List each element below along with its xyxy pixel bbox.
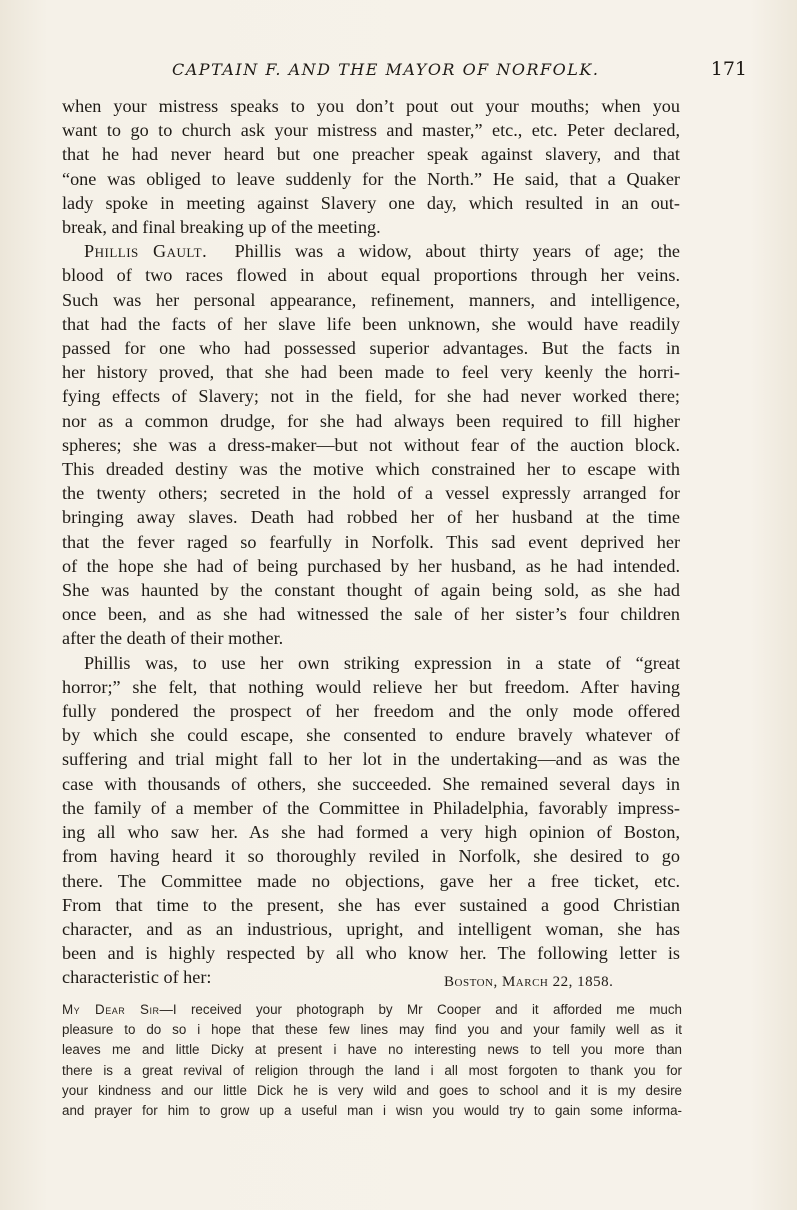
letter-salutation: My Dear Sir bbox=[62, 1002, 160, 1017]
text-line: after the death of their mother. bbox=[62, 628, 284, 649]
text-line: fying effects of Slavery; not in the field, for she had never worked there; bbox=[62, 386, 680, 407]
letter-line: leaves me and little Dicky at present i have no interesting news to tell you more than bbox=[62, 1042, 682, 1058]
text-line: been and is highly respected by all who know her. The following letter is bbox=[62, 943, 680, 964]
letter-line: there is a great revival of religion through the land i all most forgoten to thank you for bbox=[62, 1062, 682, 1078]
page-number: 171 bbox=[710, 58, 747, 80]
body-text bbox=[62, 94, 680, 990]
text-line: from having heard it so thoroughly reviled in Norfolk, she desired to go bbox=[62, 846, 680, 867]
text-line: of the hope she had of being purchased by her husband, as he had intended. bbox=[62, 555, 680, 576]
text-line: “one was obliged to leave suddenly for the North.” He said, that a Quaker bbox=[62, 168, 680, 189]
name-heading: Phillis Gault. bbox=[84, 241, 208, 262]
text-line: Phillis was, to use her own striking expression in a state of “great bbox=[84, 652, 680, 673]
text-fragment: Phillis was a widow, about thirty years of age; the bbox=[234, 241, 680, 262]
page-header bbox=[60, 58, 747, 90]
text-line: horror;” she felt, that nothing would relieve her but freedom. After having bbox=[62, 676, 680, 697]
text-line: break, and final breaking up of the meeting. bbox=[62, 217, 381, 238]
text-line: the family of a member of the Committee in Philadelphia, favorably impress- bbox=[62, 797, 680, 818]
text-line: passed for one who had possessed superior advantages. But the facts in bbox=[62, 338, 680, 359]
running-head: CAPTAIN F. AND THE MAYOR OF NORFOLK. bbox=[172, 60, 600, 79]
text-line: bringing away slaves. Death had robbed her of her husband at the time bbox=[62, 507, 680, 528]
text-line: by which she could escape, she consented to endure bravely whatever of bbox=[62, 725, 680, 746]
text-line: ing all who saw her. As she had formed a very high opinion of Boston, bbox=[62, 822, 680, 843]
text-line: fully pondered the prospect of her freedom and the only mode offered bbox=[62, 701, 680, 722]
text-line: the twenty others; secreted in the hold of a vessel expressly arranged for bbox=[62, 483, 680, 504]
paragraph-1 bbox=[62, 94, 680, 239]
text-line: She was haunted by the constant thought of again being sold, as she had bbox=[62, 580, 680, 601]
text-line: that had the facts of her slave life been unknown, she would have readily bbox=[62, 313, 680, 334]
text-line: suffering and trial might fall to her lot in the undertaking—and as was the bbox=[62, 749, 680, 770]
text-line: spheres; she was a dress-maker—but not without fear of the auction block. bbox=[62, 434, 680, 455]
letter-line: your kindness and our little Dick he is very wild and goes to school and it is my desire bbox=[62, 1082, 682, 1098]
text-line: From that time to the present, she has ever sustained a good Christian bbox=[62, 894, 680, 915]
text-line: blood of two races flowed in about equal proportions through her veins. bbox=[62, 265, 680, 286]
text-line: when your mistress speaks to you don’t pout out your mouths; when you bbox=[62, 96, 680, 116]
text-line: want to go to church ask your mistress and master,” etc., etc. Peter declared, bbox=[62, 120, 680, 141]
text-line: case with thousands of others, she succeeded. She remained several days in bbox=[62, 773, 680, 794]
text-line: that he had never heard but one preacher speak against slavery, and that bbox=[62, 144, 680, 165]
letter-dateline: Boston, March 22, 1858. bbox=[444, 974, 614, 990]
letter-text bbox=[62, 1000, 682, 1121]
paragraph-3 bbox=[62, 651, 680, 990]
text-line: her history proved, that she had been made to feel very keenly the horri- bbox=[62, 362, 680, 383]
paragraph-2 bbox=[62, 239, 680, 650]
text-line: that the fever raged so fearfully in Norfolk. This sad event deprived her bbox=[62, 531, 680, 552]
text-fragment: —I received your photograph by Mr Cooper and it afforded me much bbox=[159, 1002, 682, 1017]
text-line: This dreaded destiny was the motive which constrained her to escape with bbox=[62, 459, 680, 480]
text-line: lady spoke in meeting against Slavery one day, which resulted in an out- bbox=[62, 192, 680, 213]
text-line: nor as a common drudge, for she had always been required to fill higher bbox=[62, 410, 680, 431]
letter-line: pleasure to do so i hope that these few lines may find you and your family well as it bbox=[62, 1022, 682, 1038]
text-line bbox=[62, 239, 680, 263]
text-line: Such was her personal appearance, refinement, manners, and intelligence, bbox=[62, 289, 680, 310]
letter-line: and prayer for him to grow up a useful man i wisn you would try to gain some informa- bbox=[62, 1103, 682, 1119]
text-line: character, and as an industrious, upright, and intelligent woman, she has bbox=[62, 918, 680, 939]
text-line: there. The Committee made no objections, gave her a free ticket, etc. bbox=[62, 870, 680, 891]
letter-line bbox=[62, 1000, 682, 1020]
text-line: once been, and as she had witnessed the sale of her sister’s four children bbox=[62, 604, 680, 625]
text-line: characteristic of her: bbox=[62, 967, 212, 988]
